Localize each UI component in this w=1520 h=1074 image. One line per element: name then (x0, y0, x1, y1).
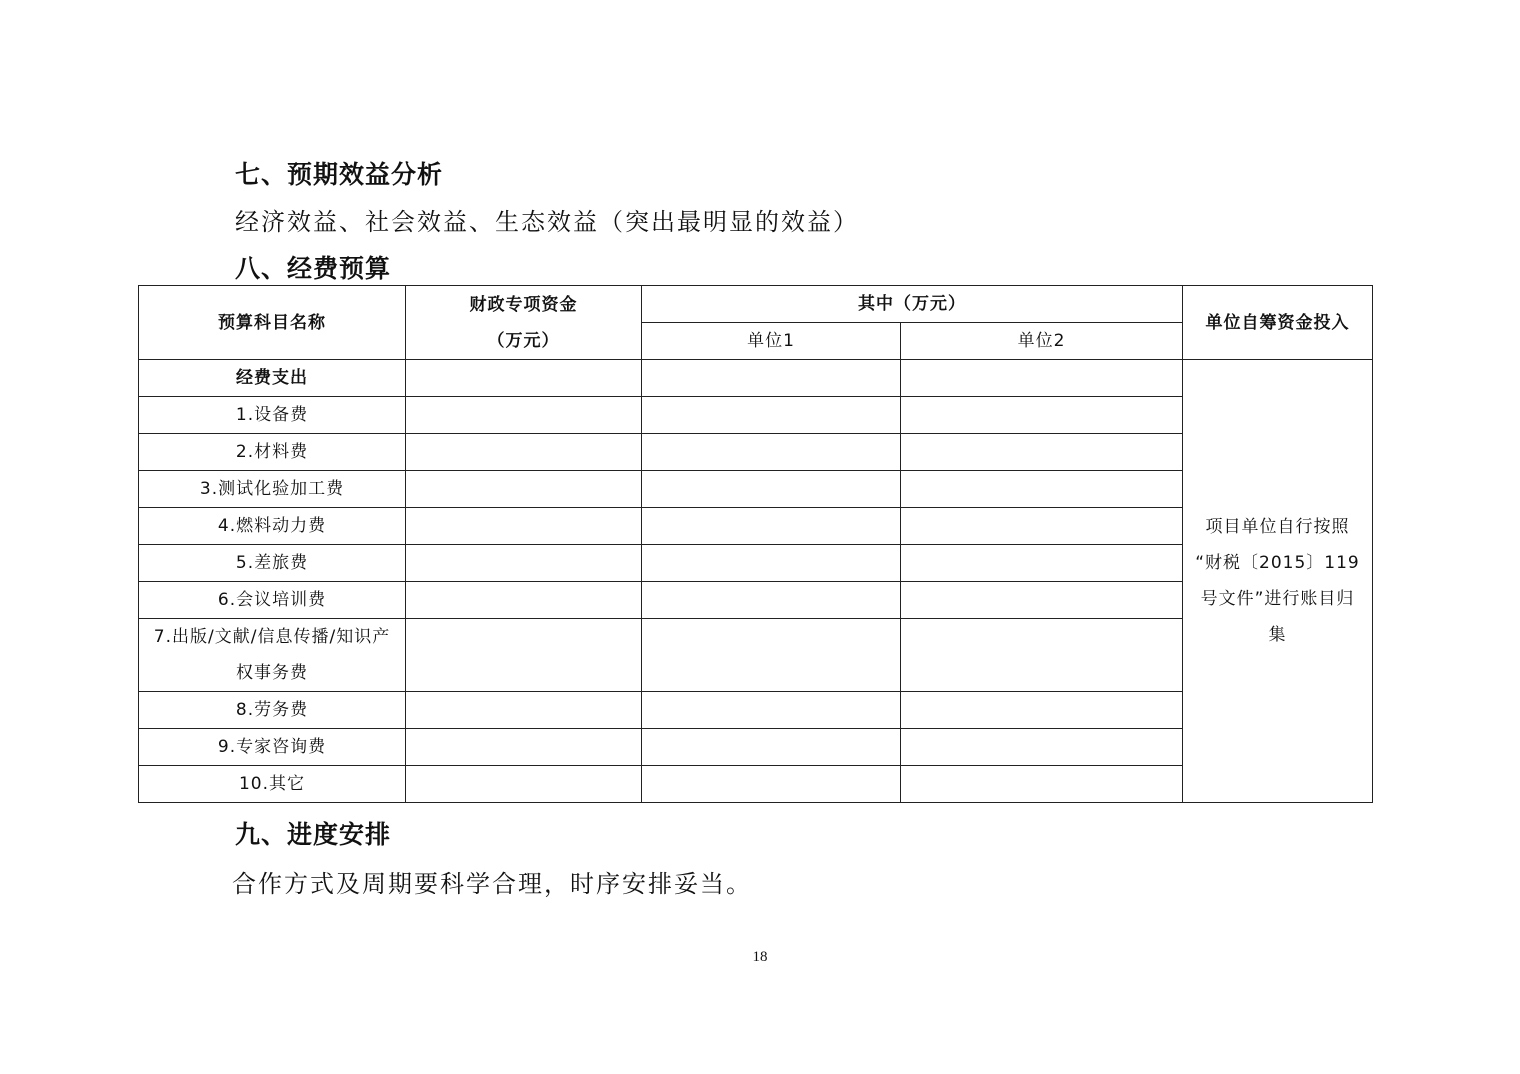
row-name: 3.测试化验加工费 (139, 471, 406, 508)
cell-fiscal (406, 545, 642, 582)
header-unit-2: 单位2 (901, 323, 1183, 360)
cell-unit-2 (901, 360, 1183, 397)
cell-unit-2 (901, 471, 1183, 508)
row-name: 6.会议培训费 (139, 582, 406, 619)
cell-fiscal (406, 766, 642, 803)
cell-fiscal (406, 434, 642, 471)
cell-fiscal (406, 692, 642, 729)
cell-unit-1 (642, 508, 901, 545)
row-name-line2: 权事务费 (236, 663, 308, 683)
self-funded-note (1183, 360, 1373, 803)
note-line: 集 (1268, 625, 1287, 645)
cell-unit-2 (901, 582, 1183, 619)
table-row (139, 360, 1373, 397)
note-line: 号文件”进行账目归 (1200, 589, 1355, 609)
cell-fiscal (406, 360, 642, 397)
header-self-funded: 单位自筹资金投入 (1183, 286, 1373, 360)
section-9-text: 合作方式及周期要科学合理，时序安排妥当。 (232, 870, 752, 898)
cell-unit-1 (642, 545, 901, 582)
header-fiscal-line2: （万元） (487, 330, 560, 351)
cell-fiscal (406, 397, 642, 434)
note-line: “财税〔2015〕119 (1195, 553, 1360, 573)
cell-unit-2 (901, 692, 1183, 729)
cell-fiscal (406, 729, 642, 766)
cell-unit-2 (901, 508, 1183, 545)
cell-fiscal (406, 508, 642, 545)
row-name: 9.专家咨询费 (139, 729, 406, 766)
cell-fiscal (406, 582, 642, 619)
row-name: 4.燃料动力费 (139, 508, 406, 545)
cell-unit-2 (901, 766, 1183, 803)
section-8-heading: 八、经费预算 (235, 254, 392, 283)
cell-unit-1 (642, 766, 901, 803)
cell-unit-1 (642, 692, 901, 729)
cell-unit-1 (642, 619, 901, 692)
section-7-text: 经济效益、社会效益、生态效益（突出最明显的效益） (235, 208, 859, 236)
cell-unit-2 (901, 729, 1183, 766)
row-name (139, 619, 406, 692)
cell-unit-1 (642, 471, 901, 508)
header-fiscal-line1: 财政专项资金 (469, 294, 578, 315)
header-fiscal-funds (406, 286, 642, 360)
cell-unit-2 (901, 434, 1183, 471)
cell-unit-1 (642, 729, 901, 766)
budget-table (138, 285, 1373, 803)
cell-unit-2 (901, 397, 1183, 434)
cell-unit-1 (642, 360, 901, 397)
row-name: 8.劳务费 (139, 692, 406, 729)
cell-fiscal (406, 619, 642, 692)
section-7-heading: 七、预期效益分析 (235, 160, 444, 189)
header-unit-1: 单位1 (642, 323, 901, 360)
cell-unit-1 (642, 582, 901, 619)
header-budget-item: 预算科目名称 (139, 286, 406, 360)
cell-unit-1 (642, 434, 901, 471)
row-name: 经费支出 (139, 360, 406, 397)
header-among: 其中（万元） (642, 286, 1183, 323)
row-name-line1: 7.出版/文献/信息传播/知识产 (153, 627, 391, 647)
cell-fiscal (406, 471, 642, 508)
row-name: 5.差旅费 (139, 545, 406, 582)
note-line: 项目单位自行按照 (1205, 517, 1350, 537)
row-name: 10.其它 (139, 766, 406, 803)
page-number: 18 (752, 949, 768, 965)
cell-unit-2 (901, 545, 1183, 582)
section-9-heading: 九、进度安排 (235, 820, 392, 849)
cell-unit-2 (901, 619, 1183, 692)
row-name: 2.材料费 (139, 434, 406, 471)
table-header-row (139, 286, 1373, 323)
row-name: 1.设备费 (139, 397, 406, 434)
cell-unit-1 (642, 397, 901, 434)
